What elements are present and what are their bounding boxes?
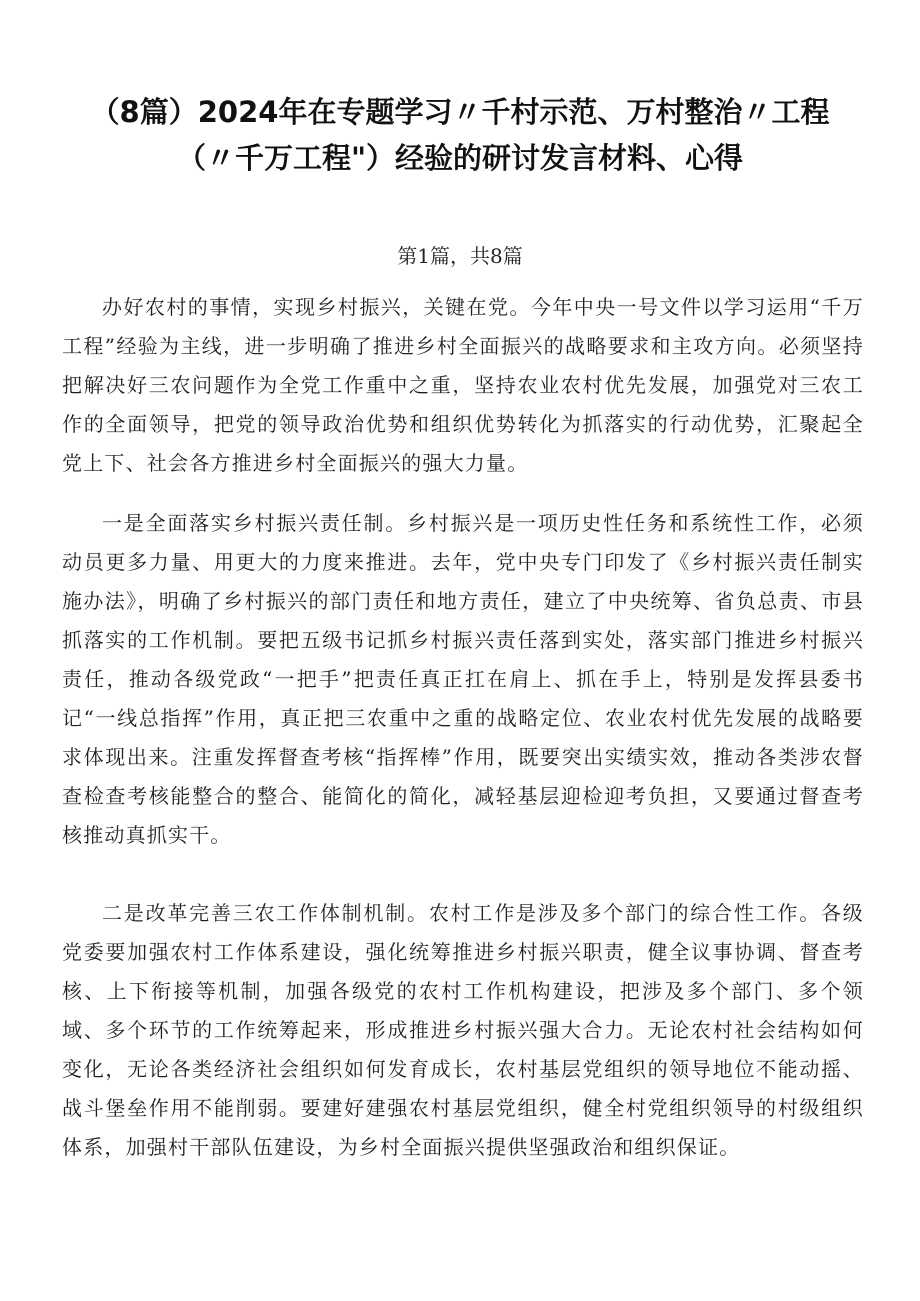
- paragraph: 一是全面落实乡村振兴责任制。乡村振兴是一项历史性任务和系统性工作，必须动员更多力量、用更大的力度来推进。去年，党中央专门印发了《乡村振兴责任制实施办法》，明确了乡村振兴的部门责任和地方责任，建立了中央统筹、省负总责、市县抓落实的工作机制。要把五级书记抓乡村振兴责任落到实处，落实部门推进乡村振兴责任，推动各级党政“一把手”把责任真正扛在肩上、抓在手上，特别是发挥县委书记“一线总指挥”作用，真正把三农重中之重的战略定位、农业农村优先发展的战略要求体现出来。注重发挥督查考核“指挥棒”作用，既要突出实绩实效，推动各类涉农督查检查考核能整合的整合、能简化的简化，减轻基层迎检迎考负担，又要通过督查考核推动真抓实干。: [62, 511, 864, 847]
- document-title-line-2: （〃千万工程"）经验的研讨发言材料、心得: [176, 141, 744, 175]
- paragraph-2-block: [62, 504, 864, 855]
- paragraph-1-block: [62, 288, 864, 483]
- paragraph-3-block: [62, 894, 864, 1167]
- document-title-line-1: （8篇）2024年在专题学习〃千村示范、万村整治〃工程: [90, 95, 830, 129]
- paragraph: 办好农村的事情，实现乡村振兴，关键在党。今年中央一号文件以学习运用“千万工程”经验为主线，进一步明确了推进乡村全面振兴的战略要求和主攻方向。必须坚持把解决好三农问题作为全党工作重中之重，坚持农业农村优先发展，加强党对三农工作的全面领导，把党的领导政治优势和组织优势转化为抓落实的行动优势，汇聚起全党上下、社会各方推进乡村全面振兴的强大力量。: [62, 295, 864, 475]
- paragraph: 二是改革完善三农工作体制机制。农村工作是涉及多个部门的综合性工作。各级党委要加强农村工作体系建设，强化统筹推进乡村振兴职责，健全议事协调、督查考核、上下衔接等机制，加强各级党的农村工作机构建设，把涉及多个部门、多个领域、多个环节的工作统筹起来，形成推进乡村振兴强大合力。无论农村社会结构如何变化，无论各类经济社会组织如何发育成长，农村基层党组织的领导地位不能动摇、战斗堡垒作用不能削弱。要建好建强农村基层党组织，健全村党组织领导的村级组织体系，加强村干部队伍建设，为乡村全面振兴提供坚强政治和组织保证。: [62, 901, 864, 1159]
- article-counter: 第1篇，共8篇: [397, 244, 523, 268]
